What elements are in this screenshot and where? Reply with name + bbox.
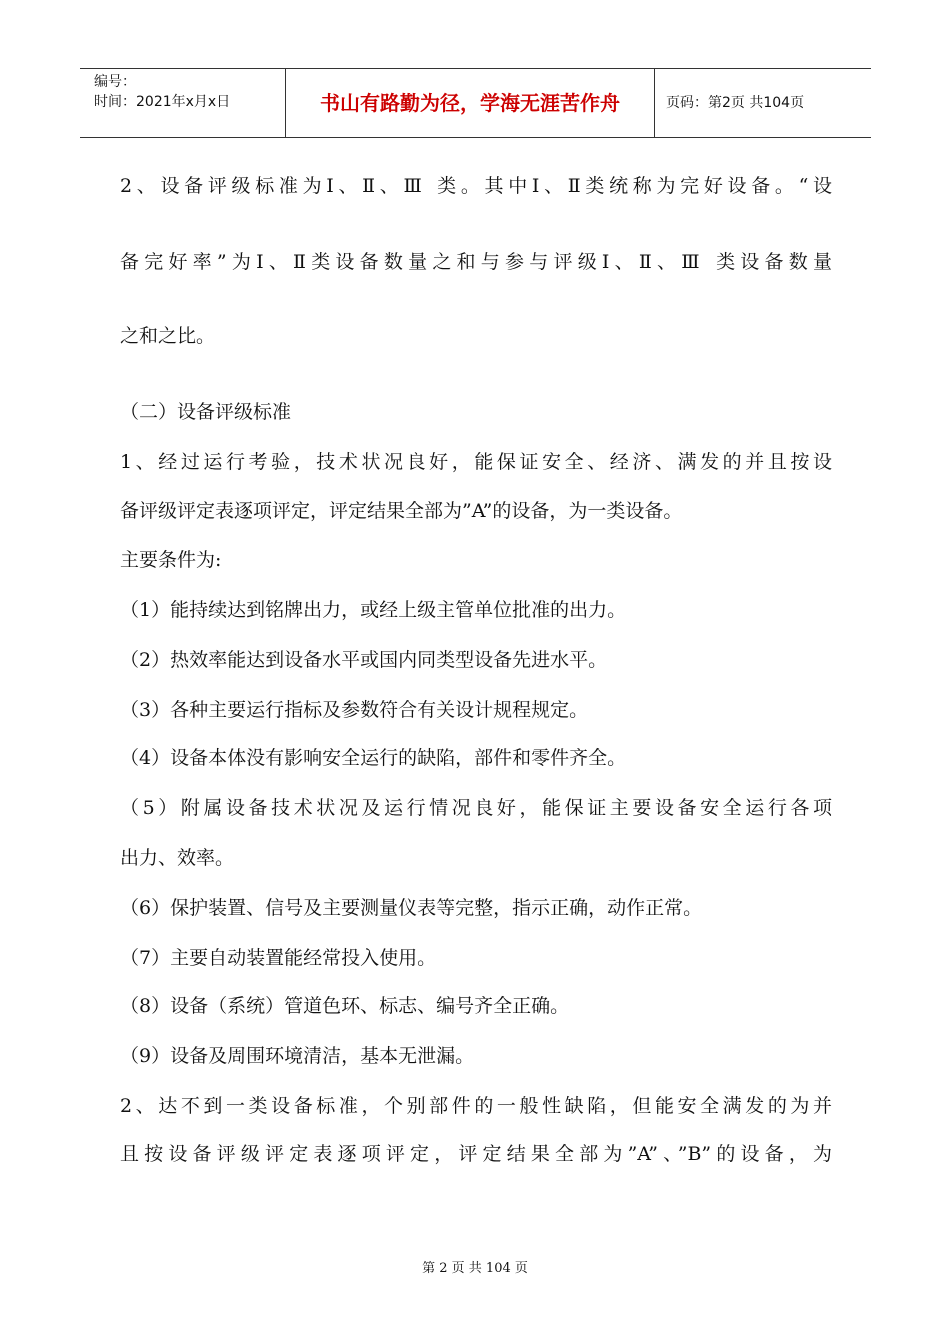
body-line: 之和之比。	[120, 325, 216, 347]
list-item: （5）附属设备技术状况及运行情况良好，能保证主要设备安全运行各项	[120, 797, 832, 819]
list-item: （1）能持续达到铭牌出力，或经上级主管单位批准的出力。	[120, 599, 627, 621]
header-motto: 书山有路勤为径，学海无涯苦作舟	[286, 69, 655, 137]
body-line: 2、达不到一类设备标准，个别部件的一般性缺陷，但能安全满发的为并	[120, 1095, 832, 1117]
body-line: 2、设备评级标准为Ⅰ、Ⅱ、Ⅲ 类。其中Ⅰ、Ⅱ类统称为完好设备。“设	[120, 175, 832, 197]
document-time-label: 时间：2021年x月x日	[94, 94, 231, 110]
page-header	[80, 68, 871, 138]
list-item: （6）保护装置、信号及主要测量仪表等完整，指示正确，动作正常。	[120, 897, 703, 919]
body-line: 且按设备评级评定表逐项评定，评定结果全部为”A”、”B”的设备，为	[120, 1143, 832, 1165]
header-page-number: 页码：第2页 共104页	[666, 95, 805, 111]
body-line: 主要条件为:	[120, 549, 222, 571]
list-item: （3）各种主要运行指标及参数符合有关设计规程规定。	[120, 699, 589, 721]
list-item: （9）设备及周围环境清洁，基本无泄漏。	[120, 1045, 475, 1067]
header-meta	[80, 69, 286, 137]
body-line: 备评级评定表逐项评定，评定结果全部为”A”的设备，为一类设备。	[120, 500, 683, 522]
list-item: （7）主要自动装置能经常投入使用。	[120, 947, 437, 969]
section-heading: （二）设备评级标准	[120, 401, 292, 423]
footer-page-number: 第 2 页 共 104 页	[422, 1261, 528, 1276]
list-item: （4）设备本体没有影响安全运行的缺陷，部件和零件齐全。	[120, 747, 627, 769]
list-item: （2）热效率能达到设备水平或国内同类型设备先进水平。	[120, 649, 608, 671]
body-line: 1、经过运行考验，技术状况良好，能保证安全、经济、满发的并且按设	[120, 451, 832, 473]
list-item: （8）设备（系统）管道色环、标志、编号齐全正确。	[120, 995, 570, 1017]
list-item-continuation: 出力、效率。	[120, 847, 235, 869]
document-number-label: 编号：	[94, 74, 136, 90]
body-line: 备完好率”为Ⅰ、Ⅱ类设备数量之和与参与评级Ⅰ、Ⅱ、Ⅲ 类设备数量	[120, 251, 832, 273]
